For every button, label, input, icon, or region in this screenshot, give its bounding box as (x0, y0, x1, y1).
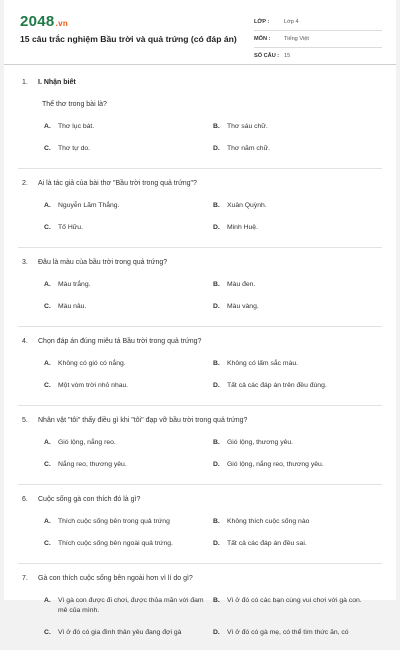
question-list (4, 78, 396, 650)
question-text: Gà con thích cuộc sống bên ngoài hơn vì lí do gì? (38, 575, 193, 582)
document-title: 15 câu trắc nghiệm Bầu trời và quả trứng (có đáp án) (20, 34, 237, 44)
meta-key: LỚP : (254, 19, 270, 25)
question-text: Cuộc sống gà con thích đó là gì? (38, 496, 141, 503)
option-b[interactable]: B. Vì ở đó có các bạn cùng vui chơi với gà con. (213, 597, 362, 604)
question-6 (4, 495, 396, 561)
question-text: Chọn đáp án đúng miêu tả Bầu trời trong quả trứng? (38, 338, 202, 345)
option-a[interactable]: A. Gió lộng, nắng reo. (44, 439, 116, 446)
question-divider (18, 326, 382, 327)
option-c[interactable]: C. Vì ở đó có gia đình thân yêu đang đợi gà (44, 629, 182, 636)
question-number: 5. (22, 417, 28, 424)
option-d[interactable]: D. Màu vàng. (213, 303, 259, 310)
option-c[interactable]: C. Thơ tự do. (44, 145, 91, 152)
document-page (4, 0, 396, 636)
question-2 (4, 179, 396, 245)
question-divider (18, 563, 382, 564)
meta-value: Tiếng Việt (284, 36, 309, 42)
site-logo[interactable] (20, 13, 68, 30)
option-a[interactable]: A. Thơ lục bát. (44, 123, 95, 130)
option-c[interactable]: C. Nắng reo, thương yêu. (44, 461, 127, 468)
question-7 (4, 574, 396, 650)
question-text: Nhân vật "tôi" thấy điều gì khi "tôi" đạp vỡ bầu trời trong quả trứng? (38, 417, 248, 424)
answer-options (22, 438, 382, 482)
meta-key: MÔN : (254, 36, 271, 42)
question-3 (4, 258, 396, 324)
header-divider (4, 64, 396, 65)
option-b[interactable]: B. Màu đen. (213, 281, 256, 288)
answer-options (22, 517, 382, 561)
question-number: 4. (22, 338, 28, 345)
meta-value: 15 (284, 53, 291, 59)
question-divider (18, 405, 382, 406)
meta-row-count (254, 48, 382, 65)
logo-suffix: .vn (55, 19, 69, 28)
meta-row-subject (254, 31, 382, 48)
option-d[interactable]: D. Minh Huệ. (213, 224, 258, 231)
logo-text: 2048 (20, 13, 55, 30)
option-a[interactable]: A. Không có gió có nắng. (44, 360, 126, 367)
option-a[interactable]: A. Màu trắng. (44, 281, 91, 288)
question-stem: Thể thơ trong bài là? (42, 101, 107, 108)
question-number: 2. (22, 180, 28, 187)
document-header (4, 0, 396, 62)
option-a[interactable]: A. Thích cuộc sống bên trong quả trứng (44, 518, 170, 525)
answer-options (22, 122, 382, 166)
option-d[interactable]: D. Tất cả các đáp án trên đều đúng. (213, 382, 327, 389)
section-title: I. Nhận biết (38, 79, 76, 86)
answer-options (22, 359, 382, 403)
question-number: 3. (22, 259, 28, 266)
option-b[interactable]: B. Không thích cuộc sống nào (213, 518, 310, 525)
option-d[interactable]: D. Gió lộng, nắng reo, thương yêu. (213, 461, 324, 468)
option-c[interactable]: C. Tố Hữu. (44, 224, 83, 231)
answer-options (22, 596, 382, 650)
question-text: Đâu là màu của bầu trời trong quả trứng? (38, 259, 168, 266)
question-5 (4, 416, 396, 482)
question-4 (4, 337, 396, 403)
answer-options (22, 201, 382, 245)
option-c[interactable]: C. Một vòm trời nhỏ nhau. (44, 382, 129, 389)
option-c[interactable]: C. Thích cuộc sống bên ngoài quả trứng. (44, 540, 173, 547)
question-number: 7. (22, 575, 28, 582)
question-1 (4, 78, 396, 88)
question-number: 6. (22, 496, 28, 503)
option-a[interactable]: A. Vì gà con được đi chơi, được thỏa mãn với đam mê của mình. (44, 597, 204, 614)
option-c[interactable]: C. Màu nâu. (44, 303, 87, 310)
meta-table (254, 14, 382, 65)
option-a[interactable]: A. Nguyễn Lãm Thắng. (44, 202, 120, 209)
question-number: 1. (22, 79, 28, 86)
meta-row-grade (254, 14, 382, 31)
answer-options (22, 280, 382, 324)
option-b[interactable]: B. Gió lộng, thương yêu. (213, 439, 294, 446)
option-b[interactable]: B. Không có lấm sắc màu. (213, 360, 299, 367)
question-divider (18, 484, 382, 485)
option-b[interactable]: B. Thơ sáu chữ. (213, 123, 268, 130)
meta-value: Lớp 4 (284, 19, 299, 25)
option-d[interactable]: D. Vì ở đó có gà mẹ, có thể tìm thức ăn, có (213, 629, 349, 636)
option-d[interactable]: D. Thơ năm chữ. (213, 145, 271, 152)
meta-key: SỐ CÂU : (254, 53, 280, 59)
option-b[interactable]: B. Xuân Quỳnh. (213, 202, 267, 209)
question-text: Ai là tác giả của bài thơ "Bầu trời trong quả trứng"? (38, 180, 197, 187)
option-d[interactable]: D. Tất cả các đáp án đều sai. (213, 540, 307, 547)
question-divider (18, 168, 382, 169)
question-divider (18, 247, 382, 248)
